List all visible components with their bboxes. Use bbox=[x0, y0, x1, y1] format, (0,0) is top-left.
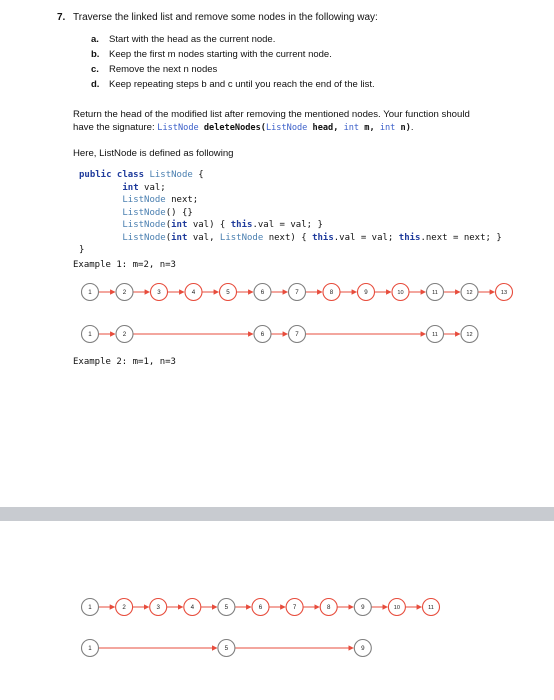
question-number: 7. bbox=[57, 12, 66, 23]
code-keyword: int bbox=[171, 232, 188, 243]
code-text: next; bbox=[165, 195, 199, 205]
list-node-value: 8 bbox=[326, 604, 331, 612]
code-keyword: public class bbox=[79, 170, 150, 180]
sig-function-name: deleteNodes( bbox=[198, 123, 266, 133]
list-node-value: 2 bbox=[122, 289, 127, 297]
list-node-value: 6 bbox=[260, 289, 265, 297]
list-node-value: 3 bbox=[156, 604, 160, 612]
code-keyword: this bbox=[398, 232, 421, 243]
example-1-input-list bbox=[82, 284, 513, 301]
list-node-value: 11 bbox=[432, 290, 438, 297]
list-node-value: 1 bbox=[88, 645, 92, 653]
example-1-label: Example 1: m=2, n=3 bbox=[73, 260, 176, 270]
code-text: val; bbox=[138, 182, 166, 193]
list-node-value: 1 bbox=[88, 289, 92, 297]
list-node-value: 3 bbox=[157, 289, 161, 297]
list-node-value: 6 bbox=[258, 604, 263, 612]
code-text: () {} bbox=[165, 207, 193, 218]
list-node-value: 13 bbox=[500, 290, 508, 297]
code-type: ListNode bbox=[122, 207, 166, 218]
list-node-value: 10 bbox=[397, 290, 404, 297]
list-node-value: 2 bbox=[122, 331, 127, 339]
signature-suffix: . bbox=[410, 122, 414, 133]
list-node-value: 11 bbox=[432, 332, 438, 339]
example-2-label: Example 2: m=1, n=3 bbox=[73, 357, 176, 367]
sig-param-type: int bbox=[379, 123, 396, 133]
signature-prefix: have the signature: bbox=[73, 122, 158, 133]
example-1-result-list bbox=[82, 326, 479, 343]
list-node-value: 4 bbox=[190, 604, 195, 612]
return-line-1: Return the head of the modified list after removing the mentioned nodes. Your function should bbox=[73, 109, 470, 120]
list-node-value: 4 bbox=[191, 289, 196, 297]
list-node-value: 9 bbox=[361, 604, 365, 612]
code-text: val) { bbox=[187, 220, 231, 230]
sig-param-type: ListNode bbox=[265, 123, 308, 133]
code-type: ListNode bbox=[122, 220, 166, 230]
sig-param: m, bbox=[359, 123, 380, 133]
step-text: Keep the first m nodes starting with the current node. bbox=[109, 49, 332, 60]
list-node-value: 5 bbox=[224, 604, 229, 612]
step-letter: d. bbox=[91, 79, 100, 90]
sig-return-type: ListNode bbox=[157, 123, 199, 133]
sig-param: head, bbox=[307, 123, 344, 133]
list-node-value: 7 bbox=[295, 331, 299, 339]
code-type: ListNode bbox=[122, 232, 166, 243]
step-letter: c. bbox=[91, 64, 99, 75]
step-text: Start with the head as the current node. bbox=[109, 34, 276, 45]
list-node-value: 12 bbox=[466, 332, 473, 339]
defined-line: Here, ListNode is defined as following bbox=[73, 148, 234, 159]
code-text: next) { bbox=[263, 232, 313, 243]
list-node-value: 7 bbox=[292, 604, 297, 612]
list-node-value: 6 bbox=[260, 331, 265, 339]
code-keyword: int bbox=[122, 182, 139, 193]
list-node-value: 1 bbox=[88, 604, 92, 612]
code-text: .val = val; } bbox=[252, 220, 323, 230]
sig-param: n) bbox=[395, 123, 411, 133]
example-2-result-list bbox=[82, 640, 372, 657]
list-node-value: 2 bbox=[122, 604, 126, 612]
code-text: .next = next; } bbox=[420, 232, 502, 243]
code-keyword: this bbox=[312, 232, 334, 243]
example-2-input-list bbox=[82, 599, 440, 616]
code-text: .val = val; bbox=[333, 232, 399, 243]
list-node-value: 1 bbox=[88, 331, 92, 339]
code-text: { bbox=[192, 170, 204, 180]
code-text: ( bbox=[165, 220, 172, 230]
step-text: Remove the next n nodes bbox=[109, 64, 218, 75]
step-letter: b. bbox=[91, 49, 100, 60]
list-node-value: 10 bbox=[393, 605, 401, 612]
code-type: ListNode bbox=[122, 195, 166, 205]
list-node-value: 5 bbox=[226, 289, 230, 297]
code-text: } bbox=[79, 245, 85, 255]
code-text: val, bbox=[187, 232, 220, 243]
code-keyword: this bbox=[230, 220, 253, 230]
list-node-value: 7 bbox=[295, 289, 299, 297]
code-type: ListNode bbox=[219, 232, 264, 243]
list-node-value: 5 bbox=[224, 645, 229, 653]
sig-param-type: int bbox=[343, 123, 360, 133]
code-type: ListNode bbox=[149, 170, 193, 180]
list-node-value: 11 bbox=[428, 605, 434, 612]
code-text: ( bbox=[165, 232, 172, 243]
code-keyword: int bbox=[171, 220, 188, 230]
step-text: Keep repeating steps b and c until you reach the end of the list. bbox=[109, 79, 375, 90]
question-text: Traverse the linked list and remove some nodes in the following way: bbox=[73, 12, 378, 23]
list-node-value: 12 bbox=[466, 290, 473, 297]
step-letter: a. bbox=[91, 34, 99, 45]
list-node-value: 9 bbox=[361, 645, 365, 653]
list-node-value: 9 bbox=[364, 289, 368, 297]
list-node-value: 8 bbox=[329, 289, 334, 297]
